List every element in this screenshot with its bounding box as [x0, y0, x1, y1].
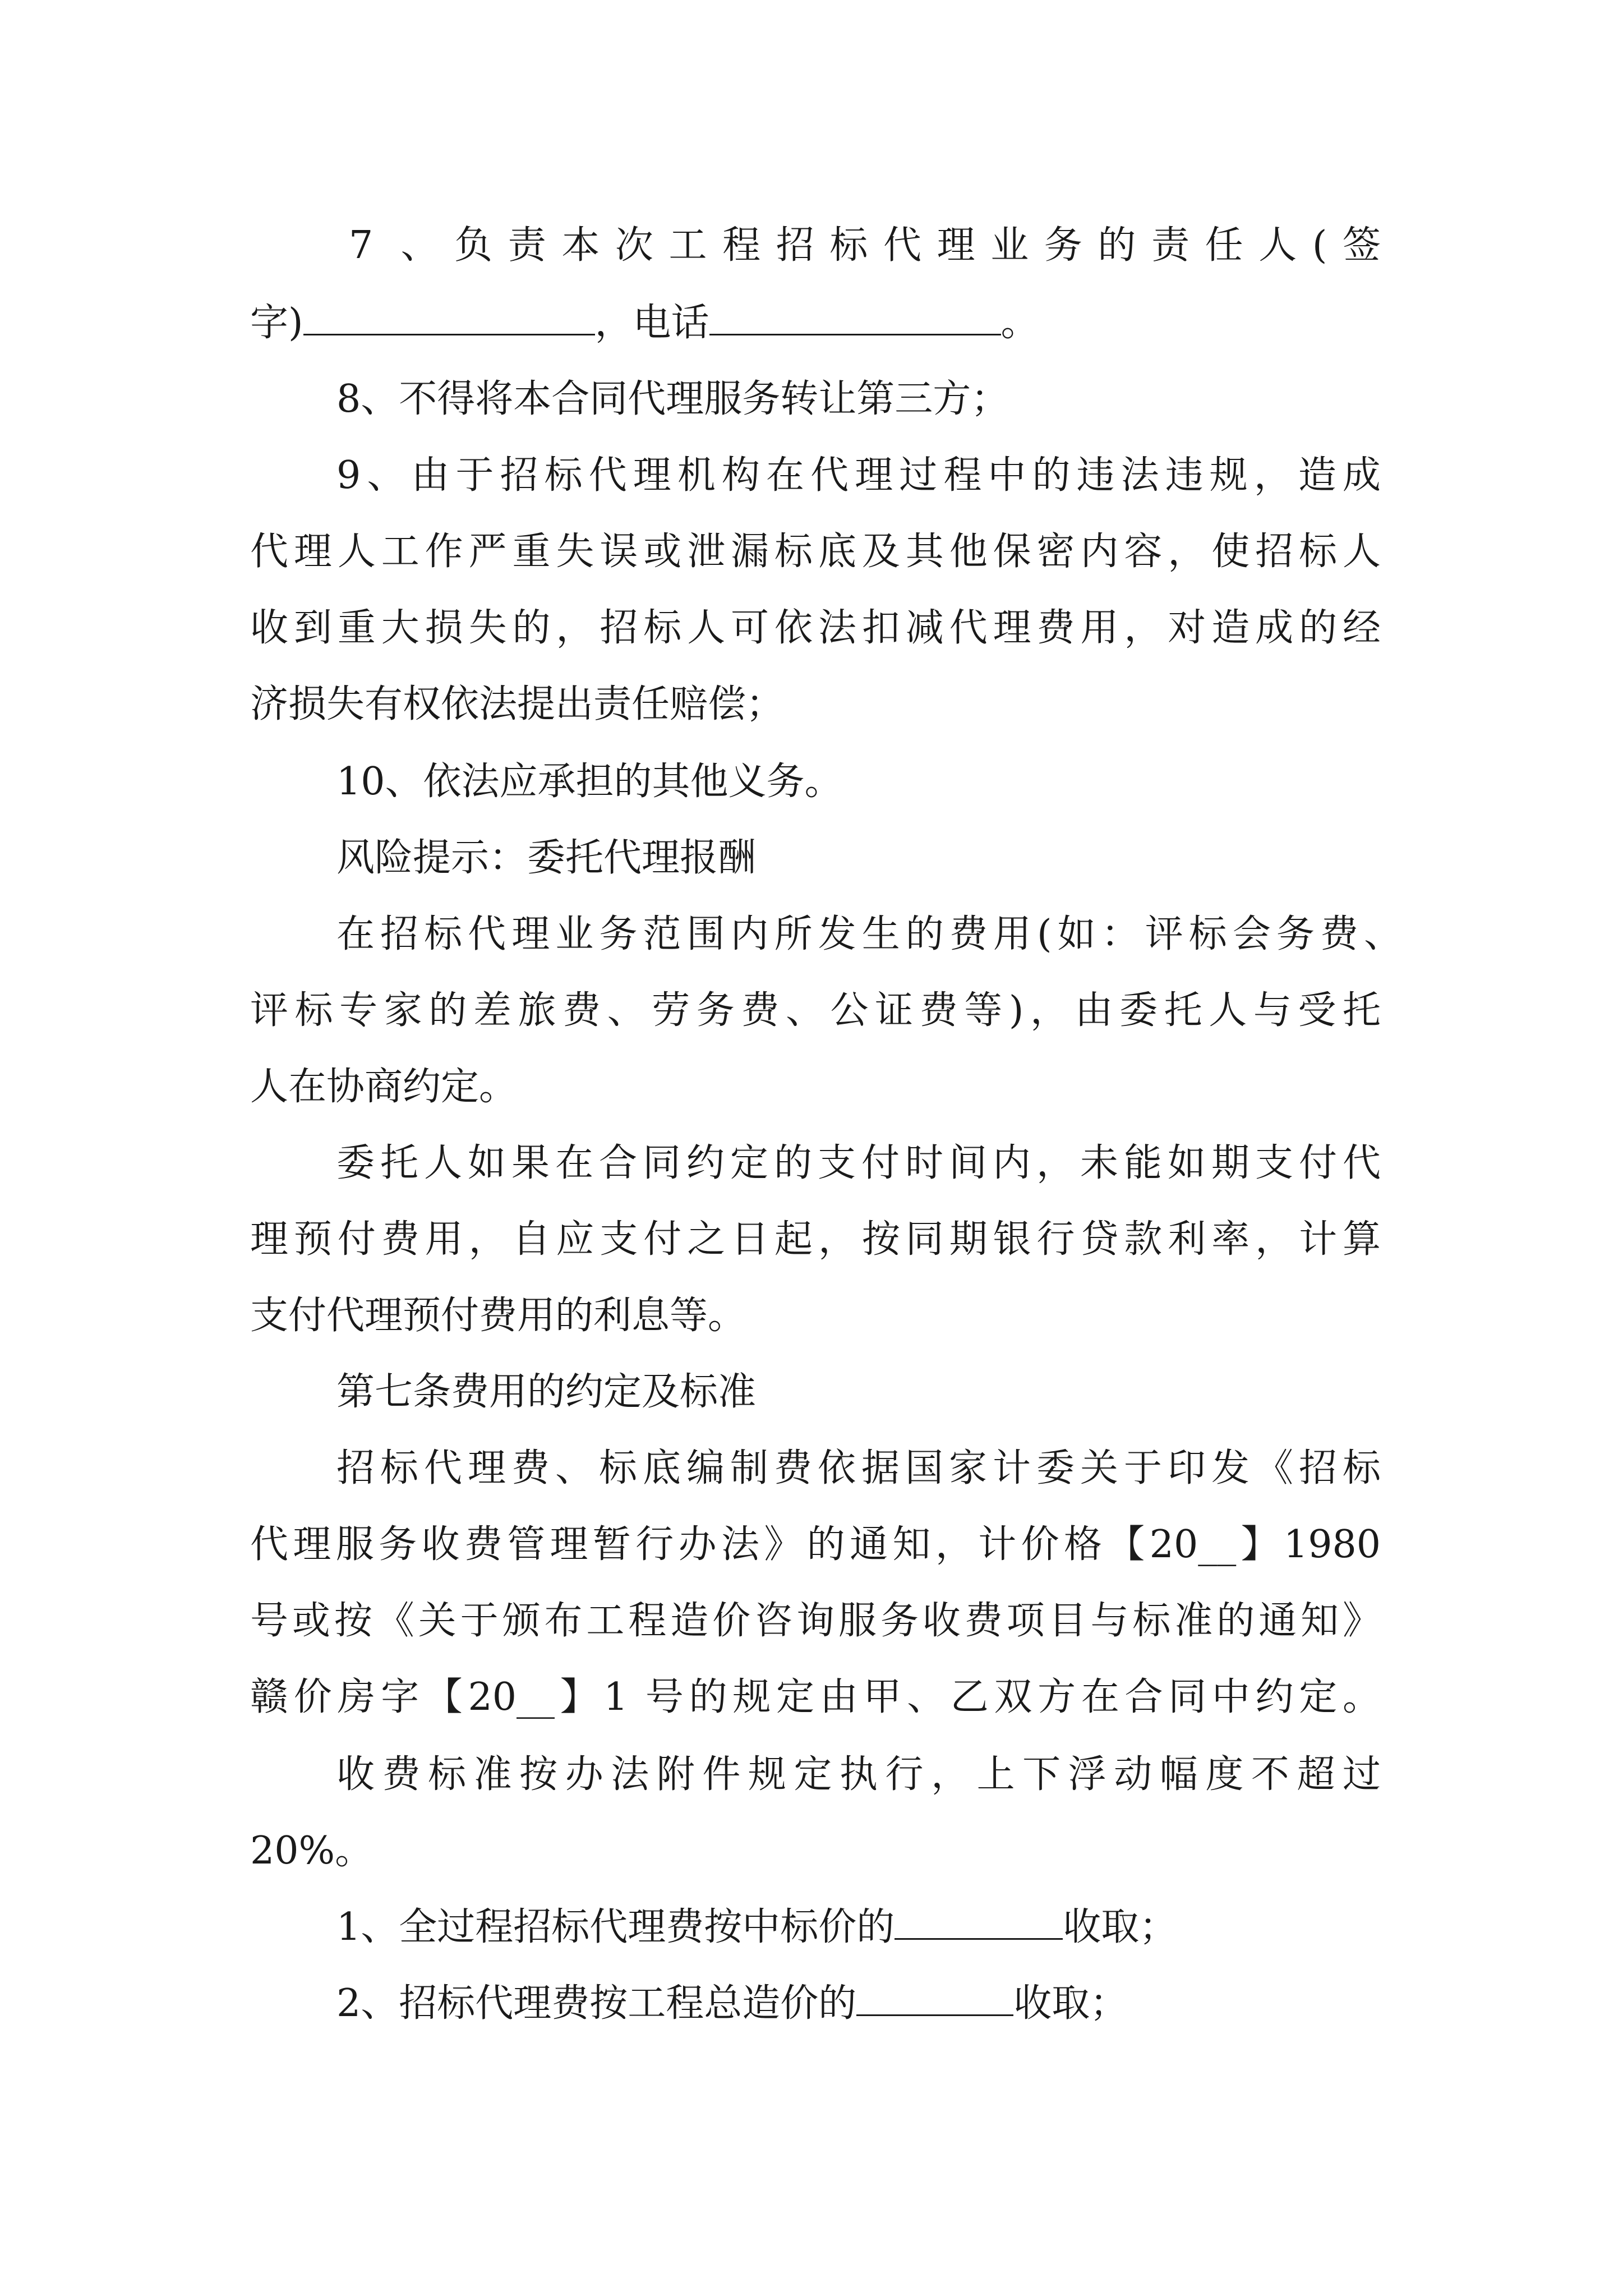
- fee-item-2-blank: [856, 1983, 1013, 2016]
- item-9-line-1: 9、由于招标代理机构在代理过程中的违法违规，造成: [336, 453, 1381, 498]
- late-payment-line-3: 支付代理预付费用的利息等。: [250, 1294, 746, 1338]
- article-7-heading: 第七条费用的约定及标准: [336, 1370, 757, 1414]
- basis-line-2: 代理服务收费管理暂行办法》的通知，计价格【20__】1980: [250, 1522, 1381, 1567]
- item-8: 8、不得将本合同代理服务转让第三方；: [336, 377, 1009, 421]
- line-end-mark: 。: [1000, 301, 1039, 345]
- fee-scope-line-1: 在招标代理业务范围内所发生的费用(如：评标会务费、: [336, 912, 1402, 956]
- signature-label: 字): [250, 301, 303, 345]
- item-9-line-3: 收到重大损失的，招标人可依法扣减代理费用，对造成的经: [250, 606, 1381, 650]
- fee-item-2-label: 2、招标代理费按工程总造价的: [336, 1981, 857, 2026]
- late-payment-line-2: 理预付费用，自应支付之日起，按同期银行贷款利率，计算: [250, 1217, 1381, 1262]
- float-line-1: 收费标准按办法附件规定执行，上下浮动幅度不超过: [336, 1752, 1381, 1797]
- item-9-line-4: 济损失有权依法提出责任赔偿；: [250, 682, 785, 726]
- late-payment-line-1: 委托人如果在合同约定的支付时间内，未能如期支付代: [336, 1141, 1381, 1185]
- basis-line-1: 招标代理费、标底编制费依据国家计委关于印发《招标: [336, 1446, 1381, 1490]
- item-9-line-2: 代理人工作严重失误或泄漏标底及其他保密内容，使招标人: [250, 530, 1381, 574]
- basis-line-4: 赣价房字【20__】1 号的规定由甲、乙双方在合同中约定。: [250, 1675, 1381, 1719]
- fee-item-1-label: 1、全过程招标代理费按中标价的: [336, 1905, 895, 1949]
- item-7-line-2: [250, 301, 1039, 346]
- fee-scope-line-2: 评标专家的差旅费、劳务费、公证费等)，由委托人与受托: [250, 988, 1381, 1033]
- float-line-2: 20%。: [250, 1829, 374, 1873]
- risk-heading: 风险提示：委托代理报酬: [336, 836, 757, 880]
- phone-blank: [709, 302, 1001, 335]
- phone-label: ，电话: [594, 301, 709, 345]
- fee-item-2-suffix: 收取；: [1013, 1981, 1128, 2026]
- fee-item-1: [336, 1905, 1177, 1950]
- signature-blank: [303, 302, 595, 335]
- fee-scope-line-3: 人在协商约定。: [250, 1065, 518, 1109]
- item-10: 10、依法应承担的其他义务。: [336, 760, 843, 804]
- fee-item-1-suffix: 收取；: [1063, 1905, 1178, 1949]
- basis-line-3: 号或按《关于颁布工程造价咨询服务收费项目与标准的通知》: [250, 1599, 1381, 1643]
- fee-item-2: [336, 1981, 1128, 2026]
- item-7-line-1: 7 、负责本次工程招标代理业务的责任人(签: [349, 223, 1381, 268]
- fee-item-1-blank: [895, 1907, 1063, 1940]
